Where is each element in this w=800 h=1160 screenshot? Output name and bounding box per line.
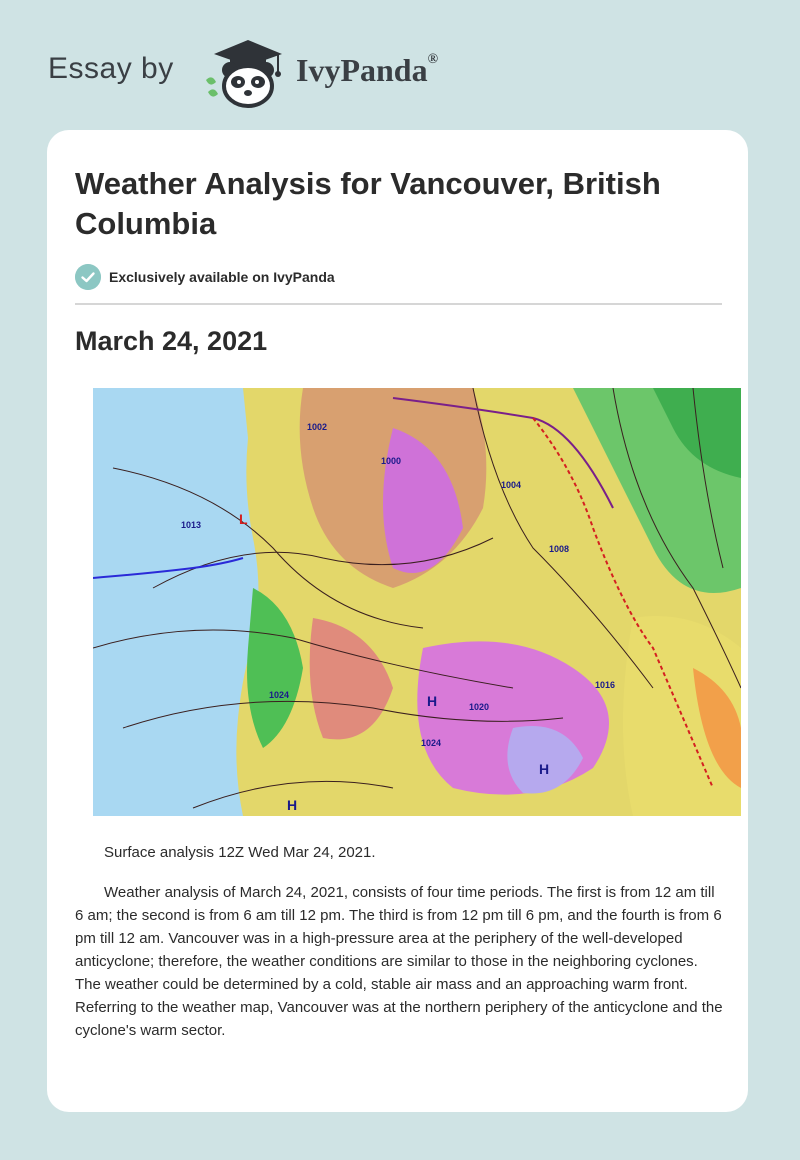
article-card [47,130,748,1112]
map-caption: Surface analysis 12Z Wed Mar 24, 2021. [104,844,376,861]
isobar-label: 1002 [307,422,328,432]
isobar-label: 1013 [181,520,202,530]
page-title: Weather Analysis for Vancouver, British Columbia [75,166,661,241]
divider [75,303,722,305]
weather-map-image [93,388,741,816]
isobar-label: 1020 [469,702,490,712]
isobar-label: 1000 [381,456,402,466]
site-header [0,0,800,120]
exclusive-badge [75,264,335,290]
brand-name[interactable] [296,52,438,89]
registered-mark: ® [427,52,439,68]
high-pressure-center: H [427,693,438,709]
high-pressure-center: H [539,761,550,777]
article-paragraph: Weather analysis of March 24, 2021, consists of four time periods. The first is from 12 am till 6 am; the second is from 6 am till 12 pm. The third is from 12 pm till 6 pm, and the fourth is from 6 pm till 12 am. Vancouver was in a high-pressure area at the periphery of the well-developed anticyclone; therefore, the weather conditions are similar to those in the neighboring cyclones. The weather could be determined by a cold, stable air mass and an approaching warm front. Referring to the weather map, Vancouver was at the northern periphery of the anticyclone and the cyclone's warm sector. [75,884,723,1039]
isobar-label: 1004 [501,480,522,490]
check-circle-icon [75,264,101,290]
brand-text: IvyPanda [296,52,428,88]
panda-logo-icon [200,36,296,108]
essay-by-label: Essay by [48,52,174,85]
isobar-label: 1024 [269,690,290,700]
isobar-label: 1008 [549,544,570,554]
date-heading: March 24, 2021 [75,326,268,356]
isobar-label: 1024 [421,738,442,748]
isobar-label: 1016 [595,680,616,690]
low-pressure-center: L [239,511,248,527]
exclusive-badge-text: Exclusively available on IvyPanda [109,269,335,285]
high-pressure-center: H [287,797,298,813]
